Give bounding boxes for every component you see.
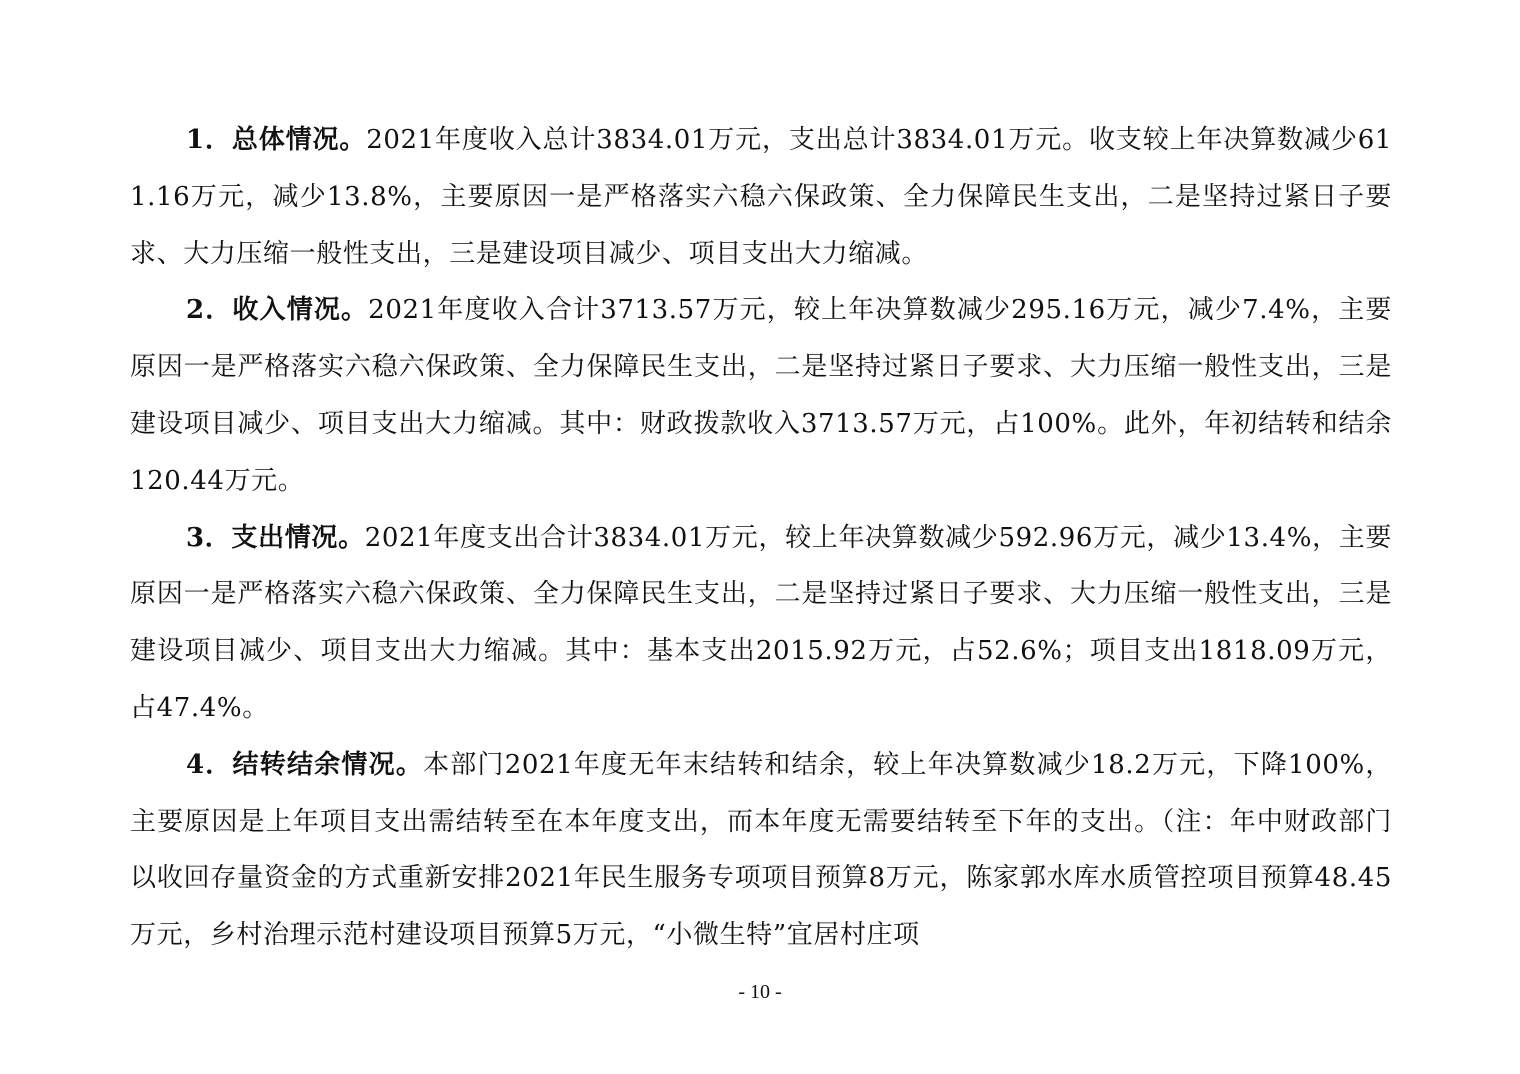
text-expenditure: 2021年度支出合计3834.01万元，较上年决算数减少592.96万元，减少13.4%，主要原因一是严格落实六稳六保政策、全力保障民生支出，二是坚持过紧日子要求、大力压缩一般性支出，三是建设项目减少、项目支出大力缩减。其中：基本支出2015.92万元，占52.6%；项目支出1818.09万元，占47.4%。 <box>130 522 1392 723</box>
heading-income: 2．收入情况。 <box>186 295 369 326</box>
heading-overall: 1．总体情况。 <box>186 125 367 155</box>
heading-expenditure: 3．支出情况。 <box>186 522 365 553</box>
page-number: - 10 - <box>738 981 782 1003</box>
heading-carryover: 4．结转结余情况。 <box>186 749 424 780</box>
body-text <box>130 112 1392 964</box>
text-carryover: 本部门2021年度无年末结转和结余，较上年决算数减少18.2万元，下降100%，主要原因是上年项目支出需结转至在本年度支出，而本年度无需要结转至下年的支出。（注：年中财政部门以收回存量资金的方式重新安排2021年民生服务专项项目预算8万元，陈家郭水库水质管控项目预算48.45万元，乡村治理示范村建设项目预算5万元，“小微生特”宜居村庄项 <box>130 749 1392 951</box>
paragraph-overall <box>130 112 1392 282</box>
paragraph-income <box>130 282 1392 509</box>
paragraph-expenditure <box>130 510 1392 737</box>
text-overall: 2021年度收入总计3834.01万元，支出总计3834.01万元。收支较上年决算数减少611.16万元，减少13.8%，主要原因一是严格落实六稳六保政策、全力保障民生支出，二是坚持过紧日子要求、大力压缩一般性支出，三是建设项目减少、项目支出大力缩减。 <box>130 125 1392 269</box>
paragraph-carryover <box>130 737 1392 964</box>
text-income: 2021年度收入合计3713.57万元，较上年决算数减少295.16万元，减少7.4%，主要原因一是严格落实六稳六保政策、全力保障民生支出，二是坚持过紧日子要求、大力压缩一般性支出，三是建设项目减少、项目支出大力缩减。其中：财政拨款收入3713.57万元，占100%。此外，年初结转和结余120.44万元。 <box>130 295 1392 496</box>
